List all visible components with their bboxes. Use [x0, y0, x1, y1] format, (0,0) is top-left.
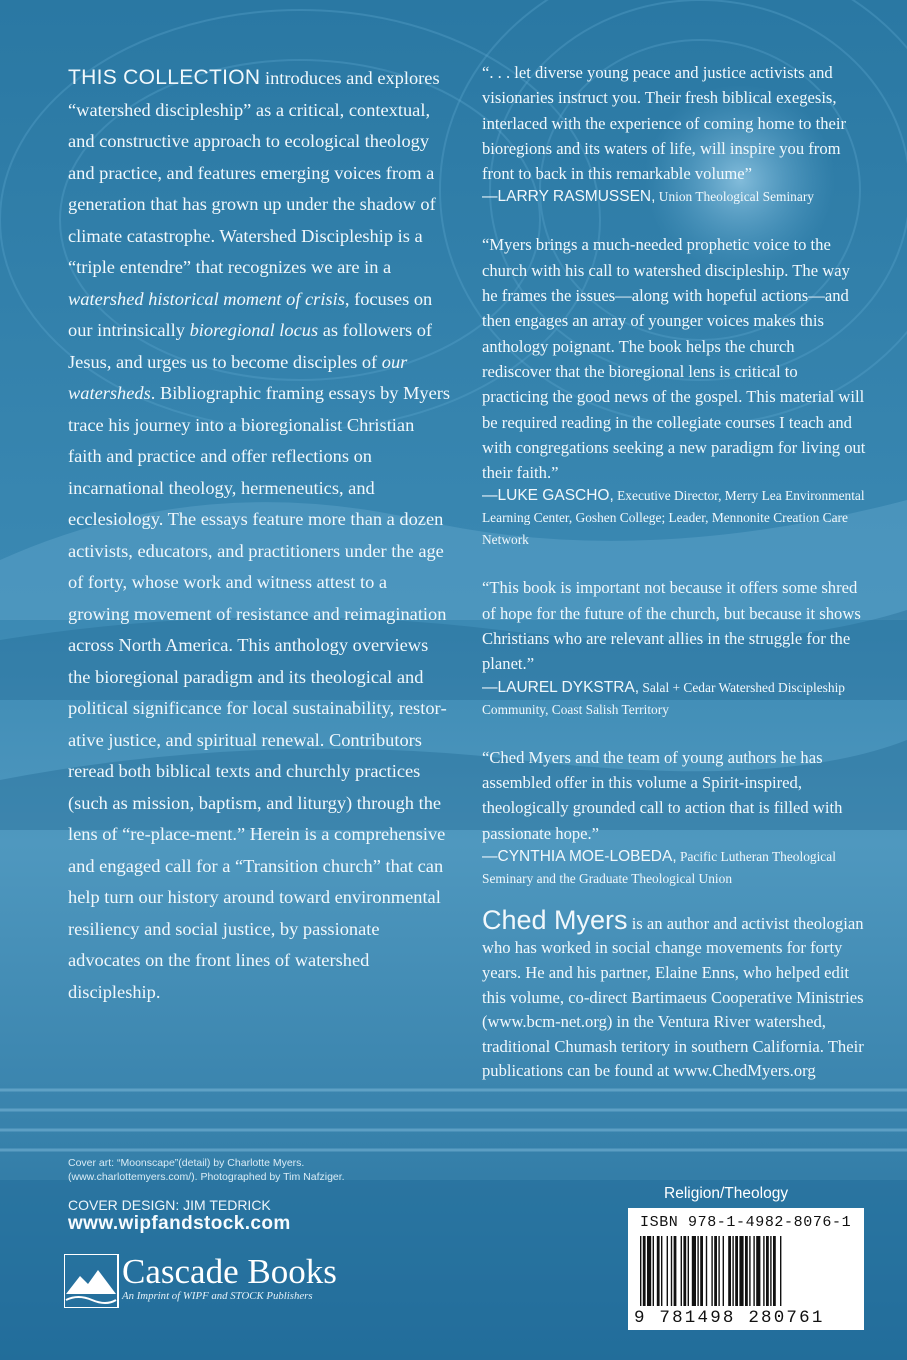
- endorsement: [482, 60, 867, 208]
- isbn-label: ISBN 978-1-4982-8076-1: [640, 1214, 852, 1231]
- description-emphasis-2: bioregional locus: [189, 320, 319, 340]
- cover-art-credit: Cover art: “Moonscape”(detail) by Charlotte Myers.: [68, 1157, 305, 1169]
- publisher-website: www.wipfandstock.com: [68, 1213, 291, 1234]
- publisher-subtitle: An Imprint of WIPF and STOCK Publishers: [122, 1290, 313, 1302]
- endorsement: [482, 745, 867, 890]
- book-description: [68, 62, 452, 1008]
- isbn-barcode: [628, 1208, 864, 1330]
- category-label: Religion/Theology: [664, 1185, 789, 1202]
- photo-credit: (www.charlottemyers.com/). Photographed by Tim Nafziger.: [68, 1170, 345, 1183]
- endorsement-quote: “. . . let diverse young peace and justice activists and visionaries instruct you. Their fresh biblical exegesis, interlaced with the experience of coming home to their bioregions and its waters of life, will inspire you from front to back in this remarkable volume”: [482, 63, 847, 184]
- cover-credits: [68, 1157, 448, 1184]
- endorser-name: —LUKE GASCHO,: [482, 487, 614, 505]
- endorsement-attribution: [482, 485, 867, 551]
- endorsement: [482, 232, 867, 551]
- endorsement-attribution: [482, 677, 867, 721]
- endorsements-column: [482, 60, 867, 1084]
- author-name: Ched Myers: [482, 904, 628, 935]
- description-text-3: as followers of Jesus, and urges us to become disciples of: [68, 320, 433, 372]
- endorser-name: —LARRY RASMUSSEN,: [482, 188, 656, 206]
- endorsement-attribution: [482, 846, 867, 890]
- endorser-affiliation: Union Theological Seminary: [655, 189, 814, 205]
- description-emphasis-3: our watersheds: [68, 351, 408, 403]
- description-lead: THIS COLLECTION: [68, 66, 261, 89]
- author-bio-text: is an author and activist theologian who has worked in social change movements for forty years. He and his partner, Elaine Enns, who helped edit this volume, co-direct Bartimaeus Cooperative Ministries (www.bcm-net.org) in the Ventura River watershed, traditional Chumash teritory in southern California. Their publications can be found at www.ChedMyers.org: [482, 913, 864, 1081]
- endorsement-attribution: [482, 186, 867, 208]
- endorser-affiliation: Pacific Lutheran Theological Seminary and the Graduate Theological Union: [482, 848, 836, 886]
- endorsement-quote: “Myers brings a much-needed prophetic voice to the church with his call to watershed discipleship. The way he frames the issues—along with hopeful actions—and then engages an array of younger voices makes this anthology poignant. The book helps the church rediscover that the bioregional lens is critical to practicing the good news of the gospel. This material will be required reading in the collegiate courses I teach and with congregations seeking a new paradigm for living out their faith.”: [482, 235, 866, 483]
- endorser-affiliation: Executive Director, Merry Lea Environmental Learning Center, Goshen College; Leader, Mennonite Creation Care Network: [482, 488, 865, 548]
- cover-design-credit: COVER DESIGN: JIM TEDRICK: [68, 1197, 271, 1213]
- endorsement-quote: “This book is important not because it offers some shred of hope for the future of the church, but because it shows Christians who are relevant allies in the struggle for the planet.”: [482, 578, 861, 674]
- barcode-digits: 9 781498 280761: [634, 1308, 825, 1328]
- endorsement-quote: “Ched Myers and the team of young authors he has assembled offer in this volume a Spirit-inspired, theologically grounded call to action that is filled with passionate hope.”: [482, 747, 843, 843]
- endorsement: [482, 575, 867, 720]
- description-text-1: introduces and explores “watershed discipleship” as a critical, contextual, and constructive approach to ecological theology and practice, and features emerging voices from a generation that has grown up under the shadow of climate catastrophe. Watershed Discipleship is a “triple entendre” that recognizes we are in a: [68, 68, 440, 277]
- endorser-name: —LAUREL DYKSTRA,: [482, 678, 640, 696]
- author-bio: [482, 904, 867, 1084]
- endorser-name: —CYNTHIA MOE-LOBEDA,: [482, 847, 677, 865]
- barcode-bars: [638, 1236, 854, 1308]
- description-text-2: , focuses on our intrinsically: [68, 288, 433, 340]
- endorser-affiliation: Salal + Cedar Watershed Discipleship Community, Coast Salish Territory: [482, 679, 845, 717]
- description-emphasis-1: watershed historical moment of crisis: [68, 288, 345, 309]
- publisher-name: Cascade Books: [122, 1252, 337, 1291]
- description-text-4: . Bibliographic framing essays by Myers trace his journey into a bioregionalist Christian faith and practice and offer reflections on incarnational theology, hermeneutics, and ecclesiology. The essays feature more than a dozen activists, educators, and practitioners under the age of forty, whose work and witness attest to a growing movement of resistance and reimagination across North America. This anthology overviews the bioregional paradigm and its theological and political significance for local sustainability, restorative justice, and spiritual renewal. Contributors reread both biblical texts and churchly practices (such as mission, baptism, and liturgy) through the lens of “re-place-ment.” Herein is a comprehensive and engaged call for a “Transition church” that can help turn our history around toward environmental resiliency and social justice, by passionate advocates on the front lines of watershed discipleship.: [68, 383, 451, 1002]
